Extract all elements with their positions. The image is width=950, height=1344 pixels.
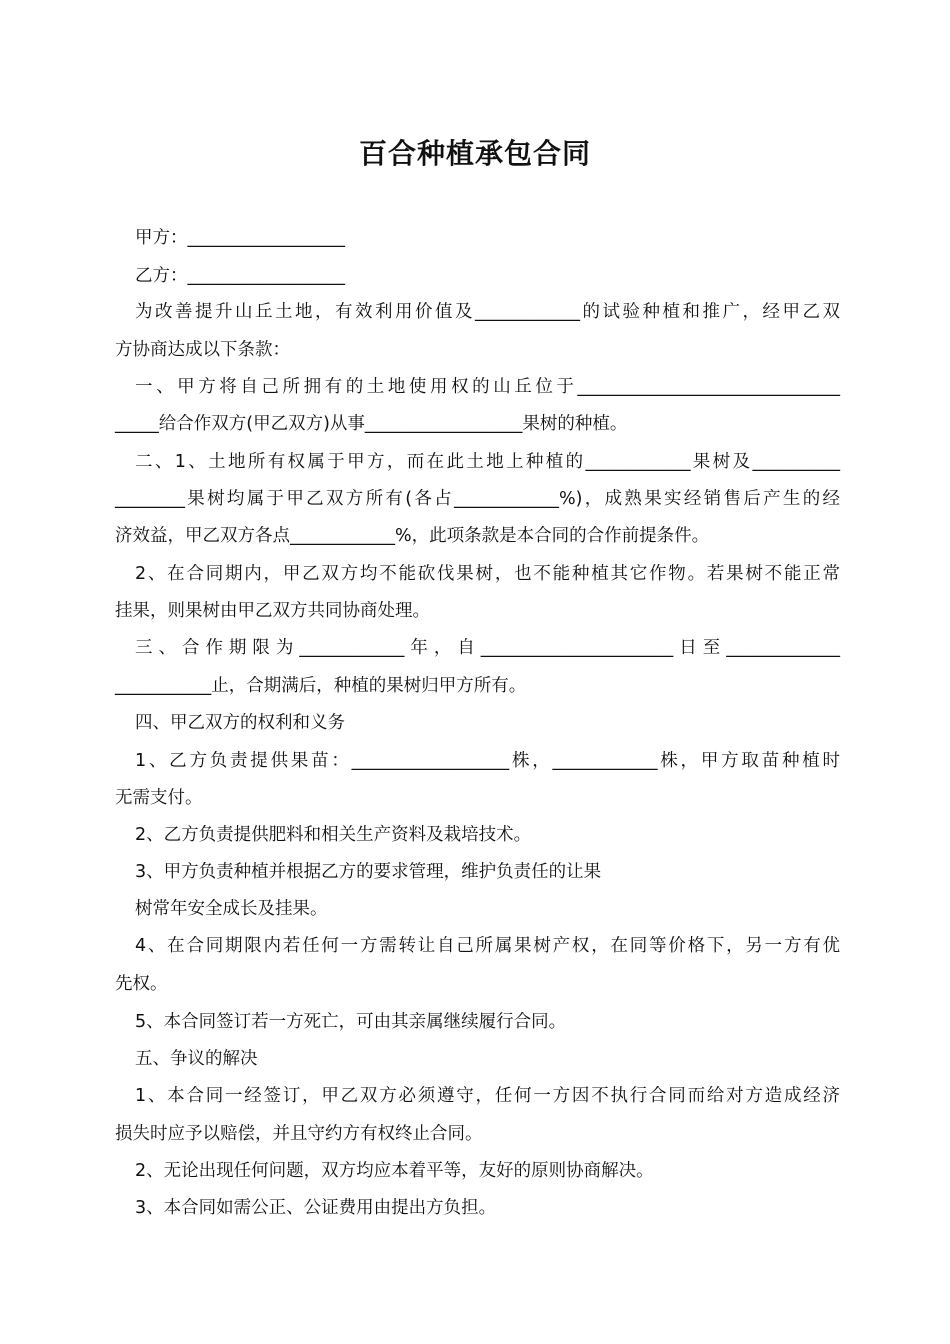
party-b-line: 乙方：__________________ <box>135 266 345 286</box>
clause-5-3-line: 3、本合同如需公正、公证费用由提出方负担。 <box>135 1198 497 1218</box>
clause-1-line-1: 一、甲方将自己所拥有的土地使用权的山丘位于______________________________ <box>135 377 840 397</box>
preamble-line-1: 为改善提升山丘土地，有效利用价值及____________的试验种植和推广，经甲乙双 <box>135 302 840 322</box>
clause-5-2-line: 2、无论出现任何问题，双方均应本着平等，友好的原则协商解决。 <box>135 1161 654 1181</box>
clause-4-1-line-2: 无需支付。 <box>115 788 203 808</box>
section-5-heading: 五、争议的解决 <box>135 1049 258 1069</box>
section-4-heading: 四、甲乙双方的权利和义务 <box>135 713 345 733</box>
clause-4-4-line-1: 4、在合同期限内若任何一方需转让自己所属果树产权，在同等价格下，另一方有优 <box>135 936 840 956</box>
clause-4-2-line: 2、乙方负责提供肥料和相关生产资料及栽培技术。 <box>135 825 532 845</box>
clause-2-2-line-1: 2、在合同期内，甲乙双方均不能砍伐果树，也不能种植其它作物。若果树不能正常 <box>135 564 840 584</box>
clause-2-1-line-1: 二、1、土地所有权属于甲方，而在此土地上种植的____________果树及__________ <box>135 452 840 472</box>
clause-4-4-line-2: 先权。 <box>115 974 168 994</box>
clause-5-1-line-2: 损失时应予以赔偿，并且守约方有权终止合同。 <box>115 1124 483 1144</box>
clause-3-line-1: 三、合作期限为____________年，自______________________日至_____________ <box>135 638 840 658</box>
clause-2-2-line-2: 挂果，则果树由甲乙双方共同协商处理。 <box>115 601 430 621</box>
preamble-line-2: 方协商达成以下条款： <box>115 340 290 360</box>
clause-3-line-2: ___________止，合期满后，种植的果树归甲方所有。 <box>115 676 527 696</box>
document-title: 百合种植承包合同 <box>358 137 591 170</box>
clause-1-line-2: _____给合作双方(甲乙双方)从事__________________果树的种植。 <box>115 414 628 434</box>
clause-2-1-line-2: ________果树均属于甲乙双方所有(各占____________%)，成熟果实经销售后产生的经 <box>115 489 840 509</box>
clause-4-5-line: 5、本合同签订若一方死亡，可由其亲属继续履行合同。 <box>135 1012 567 1032</box>
party-a-line: 甲方：__________________ <box>135 228 345 248</box>
clause-4-3-line-2: 树常年安全成长及挂果。 <box>135 899 328 919</box>
clause-4-1-line-1: 1、乙方负责提供果苗：__________________株，____________株，甲方取苗种植时 <box>135 751 840 771</box>
clause-5-1-line-1: 1、本合同一经签订，甲乙双方必须遵守，任何一方因不执行合同而给对方造成经济 <box>135 1086 840 1106</box>
clause-4-3-line-1: 3、甲方负责种植并根据乙方的要求管理，维护负责任的让果 <box>135 862 602 882</box>
clause-2-1-line-3: 济效益，甲乙双方各点____________%，此项条款是本合同的合作前提条件。 <box>115 526 710 546</box>
